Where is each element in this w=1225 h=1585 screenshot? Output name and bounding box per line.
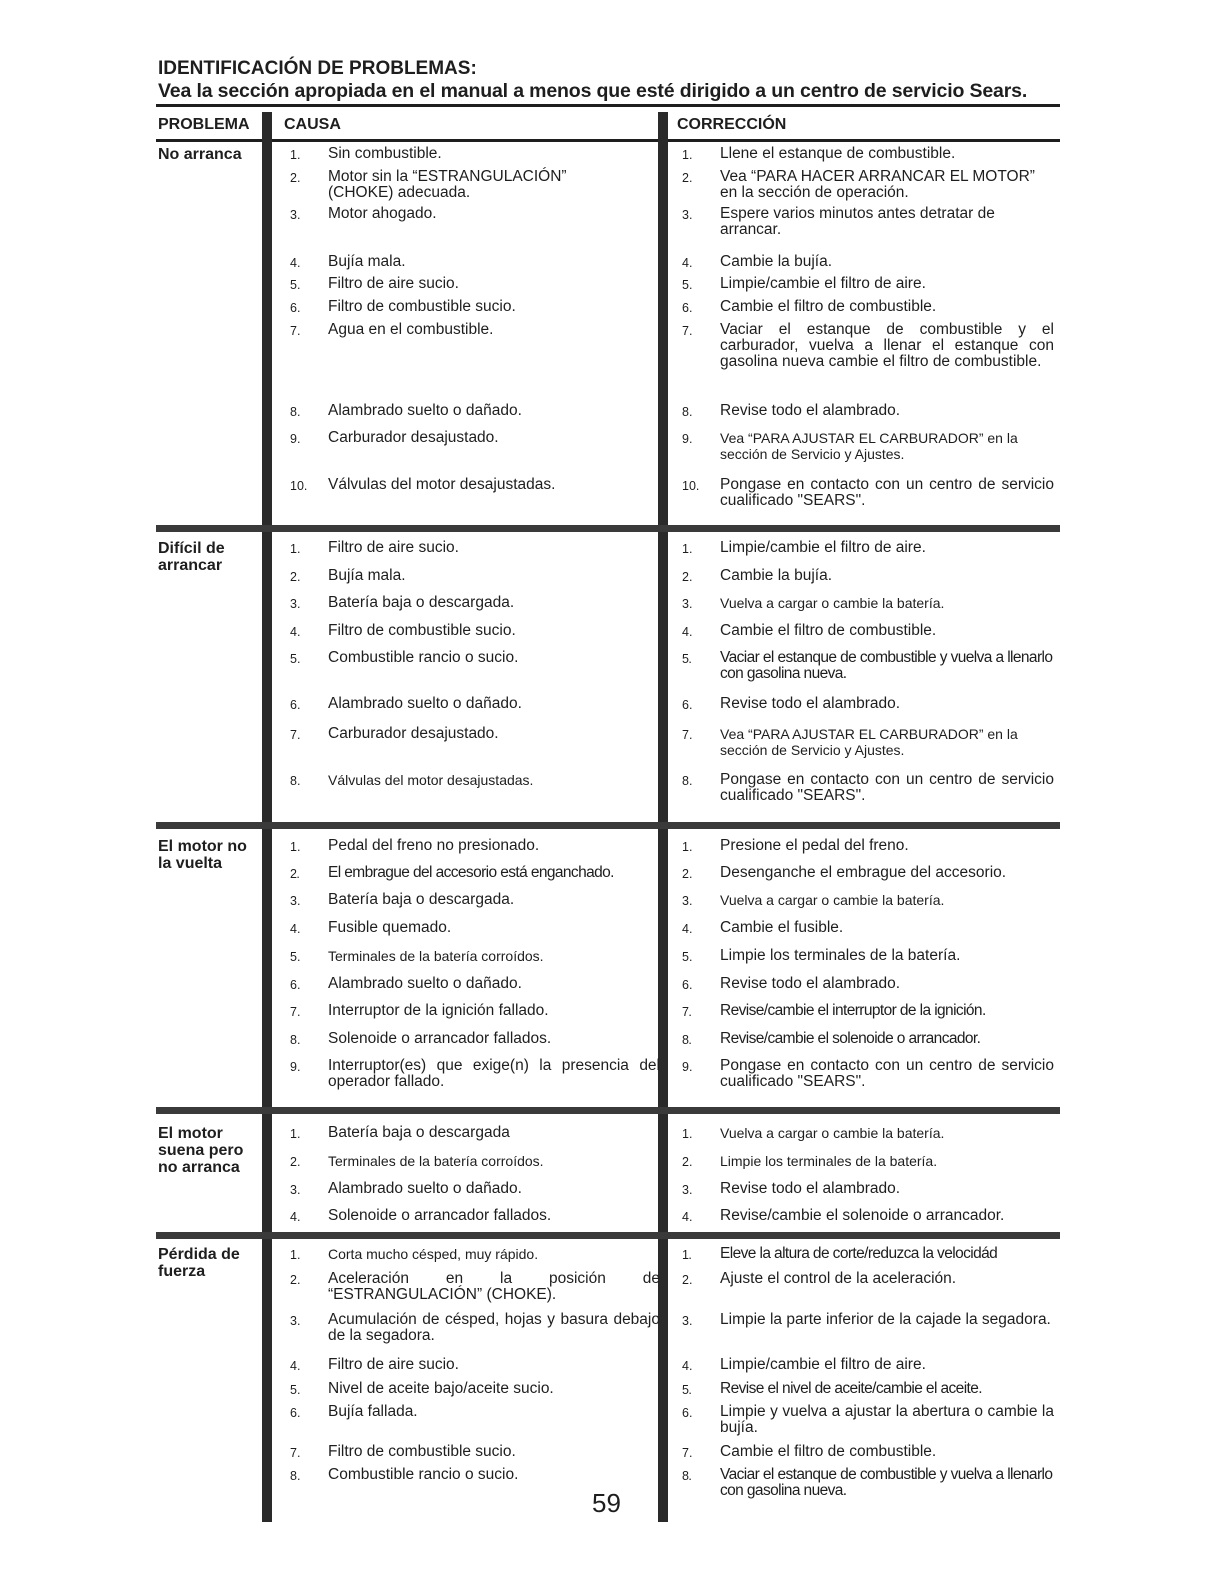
cause-item: 4. Fusible quemado. xyxy=(290,919,452,936)
cause-item: 6. Bujía fallada. xyxy=(290,1403,418,1420)
correction-item: 2. Ajuste el control de la aceleración. xyxy=(682,1270,957,1287)
problem-label: El motor no la vuelta xyxy=(158,838,247,872)
correction-item: 7. Revise/cambie el interruptor de la ignición. xyxy=(682,1002,986,1019)
correction-item: 7. Cambie el filtro de combustible. xyxy=(682,1443,937,1460)
correction-item: 1. Limpie/cambie el filtro de aire. xyxy=(682,539,926,556)
cause-item: 1. Batería baja o descargada xyxy=(290,1124,510,1141)
cause-item: 3. Acumulación de césped, hojas y basura debajo de la segadora. xyxy=(290,1311,660,1344)
cause-item: 10. Válvulas del motor desajustadas. xyxy=(290,476,556,493)
cause-item: 2. El embrague del accesorio está enganchado. xyxy=(290,864,614,881)
correction-item: 8. Vaciar el estanque de combustible y vuelva a llenarlo con gasolina nueva. xyxy=(682,1466,1053,1499)
correction-item: 2. Limpie los terminales de la batería. xyxy=(682,1153,938,1169)
title-divider xyxy=(156,104,1060,107)
column-header-problem: PROBLEMA xyxy=(158,116,250,133)
section-divider xyxy=(156,1232,1060,1239)
cause-item: 6. Filtro de combustible sucio. xyxy=(290,298,516,315)
cause-item: 1. Pedal del freno no presionado. xyxy=(290,837,540,854)
section-divider xyxy=(156,822,1060,829)
correction-item: 4. Limpie/cambie el filtro de aire. xyxy=(682,1356,926,1373)
cause-item: 5. Nivel de aceite bajo/aceite sucio. xyxy=(290,1380,554,1397)
cause-item: 6. Alambrado suelto o dañado. xyxy=(290,695,522,712)
correction-item: 4. Cambie el fusible. xyxy=(682,919,844,936)
cause-item: 1. Filtro de aire sucio. xyxy=(290,539,459,556)
cause-item: 8. Válvulas del motor desajustadas. xyxy=(290,772,534,788)
cause-item: 7. Agua en el combustible. xyxy=(290,321,494,338)
correction-item: 2. Desenganche el embrague del accesorio. xyxy=(682,864,1007,881)
correction-item: 7. Vaciar el estanque de combustible y el carburador, vuelva a llenar el estanque con gasolina nueva cambie el filtro de combustible. xyxy=(682,321,1054,370)
cause-item: 7. Carburador desajustado. xyxy=(290,725,499,742)
cause-item: 2. Aceleración en la posición de “ESTRANGULACIÓN” (CHOKE). xyxy=(290,1270,660,1303)
cause-item: 7. Filtro de combustible sucio. xyxy=(290,1443,516,1460)
cause-item: 4. Filtro de aire sucio. xyxy=(290,1356,459,1373)
correction-item: 1. Llene el estanque de combustible. xyxy=(682,145,956,162)
page-title: IDENTIFICACIÓN DE PROBLEMAS: xyxy=(158,58,477,79)
cause-item: 1. Sin combustible. xyxy=(290,145,442,162)
cause-item: 3. Batería baja o descargada. xyxy=(290,891,515,908)
column-header-correction: CORRECCIÓN xyxy=(677,116,787,133)
cause-item: 7. Interruptor de la ignición fallado. xyxy=(290,1002,549,1019)
correction-item: 6. Revise todo el alambrado. xyxy=(682,975,901,992)
correction-item: 1. Presione el pedal del freno. xyxy=(682,837,909,854)
section-divider xyxy=(156,525,1060,532)
correction-item: 1. Vuelva a cargar o cambie la batería. xyxy=(682,1125,945,1141)
cause-item: 8. Solenoide o arrancador fallados. xyxy=(290,1030,552,1047)
correction-item: 7. Vea “PARA AJUSTAR EL CARBURADOR” en la sección de Servicio y Ajustes. xyxy=(682,726,1018,758)
correction-item: 5. Limpie los terminales de la batería. xyxy=(682,947,961,964)
cause-item: 6. Alambrado suelto o dañado. xyxy=(290,975,522,992)
correction-item: 3. Vuelva a cargar o cambie la batería. xyxy=(682,595,945,611)
section-divider xyxy=(156,1107,1060,1114)
cause-item: 4. Solenoide o arrancador fallados. xyxy=(290,1207,552,1224)
correction-item: 10. Pongase en contacto con un centro de servicio cualificado "SEARS". xyxy=(682,476,1054,509)
page-subtitle: Vea la sección apropiada en el manual a menos que esté dirigido a un centro de servicio Sears. xyxy=(158,80,1028,102)
page-number: 59 xyxy=(592,1488,621,1518)
cause-item: 9. Carburador desajustado. xyxy=(290,429,499,446)
correction-item: 4. Revise/cambie el solenoide o arrancador. xyxy=(682,1207,1005,1224)
correction-item: 9. Vea “PARA AJUSTAR EL CARBURADOR” en la sección de Servicio y Ajustes. xyxy=(682,430,1018,462)
correction-item: 2. Cambie la bujía. xyxy=(682,567,833,584)
correction-item: 5. Limpie/cambie el filtro de aire. xyxy=(682,275,926,292)
correction-item: 8. Revise todo el alambrado. xyxy=(682,402,901,419)
correction-item: 4. Cambie la bujía. xyxy=(682,253,833,270)
problem-label: Difícil de arrancar xyxy=(158,540,225,574)
correction-item: 4. Cambie el filtro de combustible. xyxy=(682,622,937,639)
correction-item: 8. Pongase en contacto con un centro de servicio cualificado "SEARS". xyxy=(682,771,1054,804)
correction-item: 3. Revise todo el alambrado. xyxy=(682,1180,901,1197)
cause-item: 5. Terminales de la batería corroídos. xyxy=(290,948,544,964)
cause-item: 5. Filtro de aire sucio. xyxy=(290,275,459,292)
cause-item: 1. Corta mucho césped, muy rápido. xyxy=(290,1246,539,1262)
correction-item: 8. Revise/cambie el solenoide o arrancador. xyxy=(682,1030,981,1047)
cause-item: 9. Interruptor(es) que exige(n) la presencia del operador fallado. xyxy=(290,1057,660,1090)
cause-item: 3. Motor ahogado. xyxy=(290,205,437,222)
correction-item: 6. Cambie el filtro de combustible. xyxy=(682,298,937,315)
column-divider-left xyxy=(262,112,272,1522)
correction-item: 3. Espere varios minutos antes detratar de arrancar. xyxy=(682,205,995,238)
correction-item: 6. Revise todo el alambrado. xyxy=(682,695,901,712)
header-divider xyxy=(156,139,1060,142)
correction-item: 2. Vea “PARA HACER ARRANCAR EL MOTOR” en la sección de operación. xyxy=(682,168,1035,201)
correction-item: 3. Vuelva a cargar o cambie la batería. xyxy=(682,892,945,908)
cause-item: 2. Motor sin la “ESTRANGULACIÓN” (CHOKE) adecuada. xyxy=(290,168,567,201)
correction-item: 6. Limpie y vuelva a ajustar la abertura o cambie la bujía. xyxy=(682,1403,1054,1436)
cause-item: 4. Filtro de combustible sucio. xyxy=(290,622,516,639)
correction-item: 9. Pongase en contacto con un centro de servicio cualificado "SEARS". xyxy=(682,1057,1054,1090)
cause-item: 8. Alambrado suelto o dañado. xyxy=(290,402,522,419)
cause-item: 2. Bujía mala. xyxy=(290,567,406,584)
correction-item: 5. Vaciar el estanque de combustible y vuelva a llenarlo con gasolina nueva. xyxy=(682,649,1053,682)
cause-item: 3. Alambrado suelto o dañado. xyxy=(290,1180,522,1197)
cause-item: 8. Combustible rancio o sucio. xyxy=(290,1466,519,1483)
problem-label: El motor suena pero no arranca xyxy=(158,1125,244,1176)
cause-item: 5. Combustible rancio o sucio. xyxy=(290,649,519,666)
cause-item: 4. Bujía mala. xyxy=(290,253,406,270)
column-header-cause: CAUSA xyxy=(284,116,341,133)
problem-label: Pérdida de fuerza xyxy=(158,1246,240,1280)
correction-item: 5. Revise el nivel de aceite/cambie el aceite. xyxy=(682,1380,982,1397)
problem-label: No arranca xyxy=(158,146,242,163)
correction-item: 1. Eleve la altura de corte/reduzca la velocidád xyxy=(682,1245,998,1262)
cause-item: 2. Terminales de la batería corroídos. xyxy=(290,1153,544,1169)
correction-item: 3. Limpie la parte inferior de la cajade la segadora. xyxy=(682,1311,1051,1328)
cause-item: 3. Batería baja o descargada. xyxy=(290,594,515,611)
